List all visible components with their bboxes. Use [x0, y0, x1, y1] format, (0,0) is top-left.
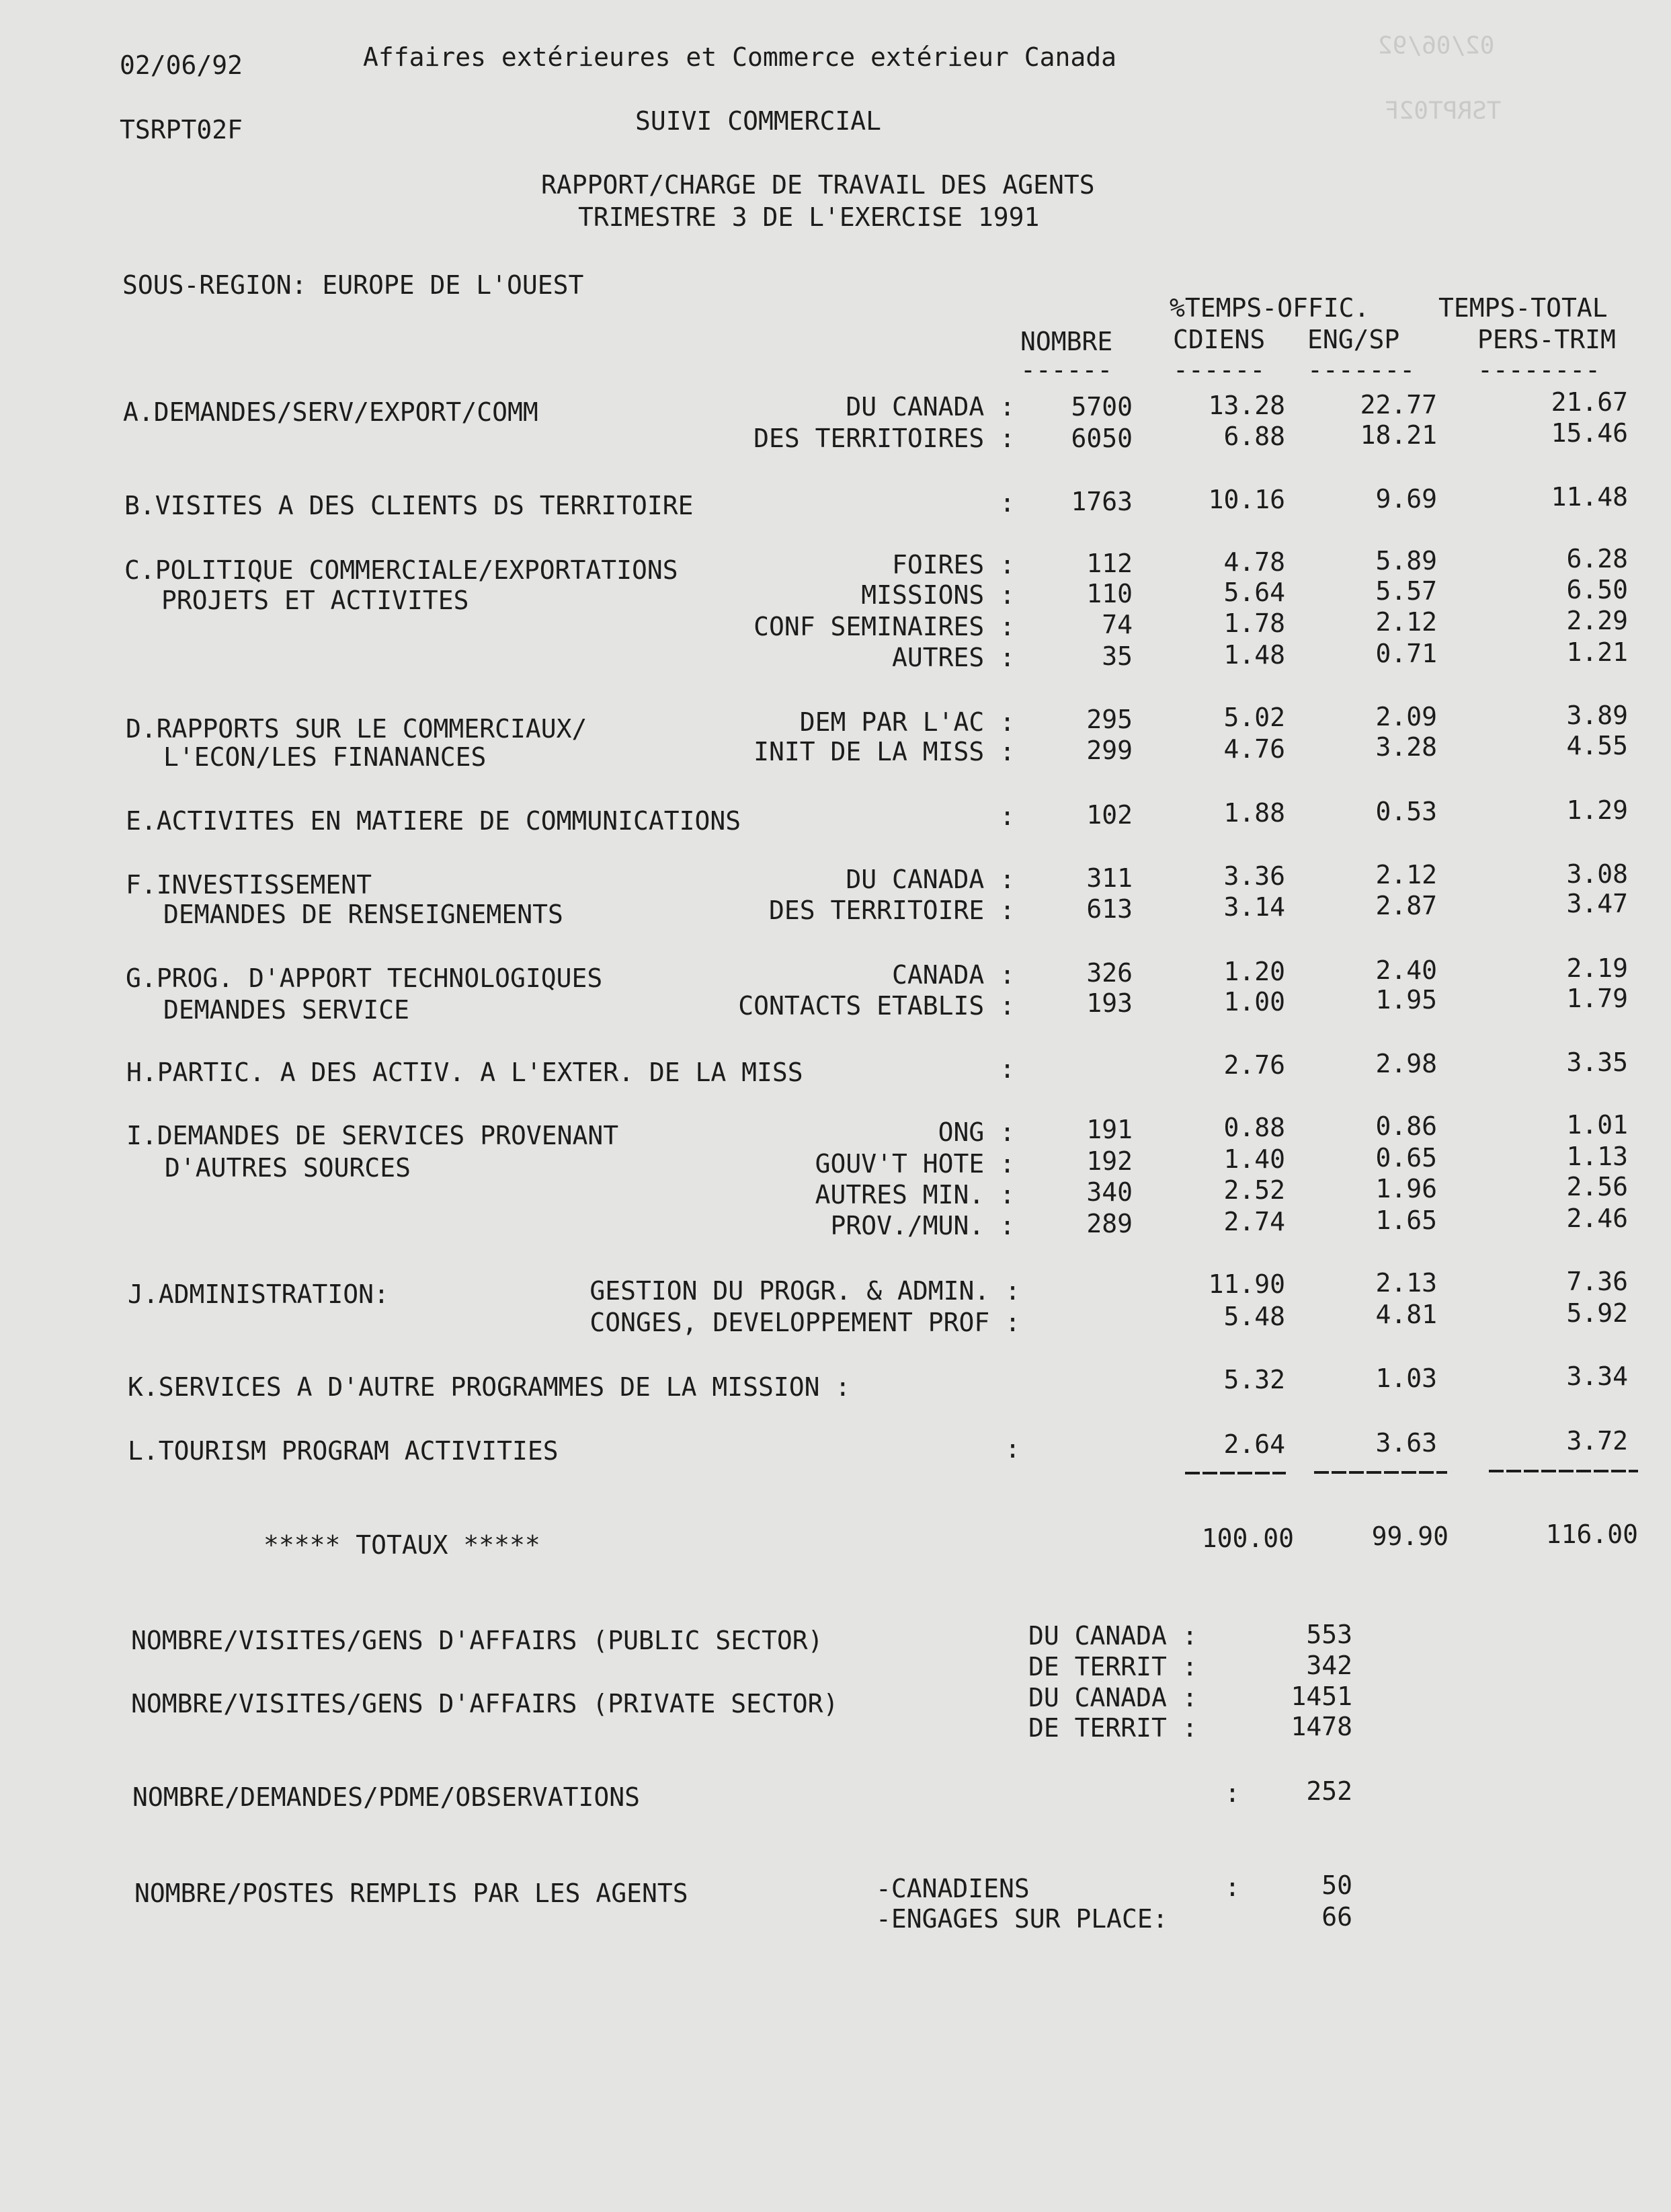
posts-engages-value: 66: [1321, 1902, 1352, 1932]
visits-private-territ-label: DE TERRIT :: [1028, 1713, 1198, 1743]
visits-private-territ-value: 1478: [1291, 1712, 1352, 1741]
row-perstrim: 11.48: [1551, 482, 1628, 512]
row-engsp: 18.21: [1360, 420, 1437, 450]
row-label: F.INVESTISSEMENT: [126, 870, 372, 900]
row-label: H.PARTIC. A DES ACTIV. A L'EXTER. DE LA MISS: [126, 1058, 803, 1087]
posts-canadiens-label: -CANADIENS: [876, 1874, 1030, 1903]
row-label: B.VISITES A DES CLIENTS DS TERRITOIRE: [124, 491, 694, 520]
row-perstrim: 3.35: [1566, 1048, 1628, 1077]
requests-label: NOMBRE/DEMANDES/PDME/OBSERVATIONS: [132, 1782, 640, 1812]
row-nombre: 613: [1086, 894, 1133, 924]
row-perstrim: 3.34: [1566, 1361, 1628, 1391]
row-cdiens: 1.00: [1223, 987, 1285, 1017]
totals-perstrim: 116.00: [1545, 1519, 1638, 1549]
row-engsp: 2.98: [1375, 1049, 1437, 1078]
visits-public-territ-value: 342: [1306, 1651, 1352, 1680]
row-engsp: 1.95: [1375, 985, 1437, 1015]
row-cdiens: 5.64: [1223, 578, 1285, 607]
row-label: L.TOURISM PROGRAM ACTIVITIES: [128, 1436, 559, 1466]
visits-public-territ-label: DE TERRIT :: [1028, 1652, 1198, 1682]
row-perstrim: 1.01: [1566, 1110, 1628, 1140]
row-perstrim: 3.72: [1566, 1426, 1628, 1456]
row-sublabel: FOIRES :: [891, 550, 1015, 580]
row-label: DEMANDES SERVICE: [163, 995, 410, 1025]
row-cdiens: 6.88: [1223, 422, 1285, 451]
row-perstrim: 21.67: [1551, 387, 1628, 417]
row-nombre: 5700: [1071, 392, 1133, 422]
row-perstrim: 1.13: [1566, 1142, 1628, 1171]
row-cdiens: 2.74: [1223, 1207, 1285, 1236]
row-engsp: 4.81: [1375, 1300, 1437, 1329]
row-engsp: 0.86: [1375, 1111, 1437, 1141]
row-cdiens: 5.02: [1223, 703, 1285, 732]
requests-colon: :: [1225, 1778, 1240, 1808]
row-engsp: 2.13: [1375, 1268, 1437, 1298]
row-perstrim: 4.55: [1566, 731, 1628, 760]
visits-private-canada-label: DU CANADA :: [1028, 1683, 1198, 1712]
visits-public-canada-label: DU CANADA :: [1028, 1621, 1198, 1651]
col-nombre-header: NOMBRE: [1020, 327, 1113, 356]
row-nombre: 110: [1086, 579, 1133, 608]
row-sublabel: DES TERRITOIRES :: [753, 424, 1015, 453]
row-nombre: 299: [1086, 736, 1133, 765]
row-sublabel: CANADA :: [891, 960, 1015, 990]
row-perstrim: 3.08: [1566, 859, 1628, 889]
row-engsp: 1.03: [1375, 1364, 1437, 1393]
row-sublabel: DU CANADA :: [846, 392, 1015, 422]
row-cdiens: 1.40: [1223, 1144, 1285, 1174]
row-perstrim: 1.21: [1566, 637, 1628, 667]
row-cdiens: 5.48: [1223, 1302, 1285, 1331]
row-cdiens: 4.76: [1223, 734, 1285, 764]
row-sublabel: :: [1005, 1434, 1020, 1464]
row-label: E.ACTIVITES EN MATIERE DE COMMUNICATIONS: [126, 806, 741, 836]
row-label: A.DEMANDES/SERV/EXPORT/COMM: [123, 397, 538, 427]
row-sublabel: DU CANADA :: [846, 865, 1015, 894]
row-cdiens: 1.20: [1223, 957, 1285, 986]
bleed-through-mark: 02/06/92: [1378, 32, 1495, 60]
row-engsp: 0.71: [1375, 639, 1437, 668]
row-sublabel: :: [1000, 488, 1015, 518]
row-perstrim: 2.46: [1566, 1203, 1628, 1233]
row-nombre: 1763: [1071, 487, 1133, 516]
visits-private-canada-value: 1451: [1291, 1682, 1352, 1711]
row-perstrim: 3.89: [1566, 701, 1628, 730]
report-period: TRIMESTRE 3 DE L'EXERCISE 1991: [578, 202, 1040, 232]
row-nombre: 102: [1086, 800, 1133, 830]
row-cdiens: 5.32: [1223, 1365, 1285, 1394]
row-sublabel: :: [1000, 1054, 1015, 1084]
row-sublabel: INIT DE LA MISS :: [753, 737, 1015, 766]
row-perstrim: 2.29: [1566, 606, 1628, 635]
row-label: DEMANDES DE RENSEIGNEMENTS: [163, 900, 563, 929]
row-nombre: 289: [1086, 1209, 1133, 1238]
row-sublabel: GESTION DU PROGR. & ADMIN. :: [589, 1276, 1020, 1306]
row-engsp: 3.63: [1375, 1428, 1437, 1458]
row-engsp: 5.89: [1375, 546, 1437, 576]
row-cdiens: 11.90: [1208, 1269, 1285, 1299]
row-label: K.SERVICES A D'AUTRE PROGRAMMES DE LA MISSION :: [128, 1372, 851, 1402]
row-sublabel: AUTRES :: [891, 643, 1015, 672]
row-nombre: 192: [1086, 1146, 1133, 1176]
row-sublabel: CONTACTS ETABLIS :: [738, 991, 1015, 1021]
row-nombre: 35: [1102, 641, 1133, 671]
row-perstrim: 15.46: [1551, 418, 1628, 448]
col-engsp-header: ENG/SP: [1307, 325, 1400, 354]
row-perstrim: 7.36: [1566, 1267, 1628, 1296]
col-cdiens-rule: ------: [1173, 355, 1266, 385]
row-cdiens: 1.78: [1223, 608, 1285, 638]
report-title: RAPPORT/CHARGE DE TRAVAIL DES AGENTS: [541, 170, 1095, 200]
row-perstrim: 6.28: [1566, 544, 1628, 574]
row-engsp: 3.28: [1375, 732, 1437, 762]
row-engsp: 9.69: [1375, 484, 1437, 514]
visits-public-canada-value: 553: [1306, 1620, 1352, 1649]
row-label: PROJETS ET ACTIVITES: [161, 586, 469, 615]
posts-label: NOMBRE/POSTES REMPLIS PAR LES AGENTS: [134, 1879, 688, 1908]
row-cdiens: 1.88: [1223, 798, 1285, 828]
row-engsp: 22.77: [1360, 390, 1437, 420]
totals-engsp: 99.90: [1371, 1522, 1449, 1551]
col-perstrim-rule: --------: [1477, 355, 1601, 385]
row-nombre: 311: [1086, 863, 1133, 893]
row-label: I.DEMANDES DE SERVICES PROVENANT: [126, 1121, 619, 1150]
row-cdiens: 1.48: [1223, 640, 1285, 670]
row-perstrim: 5.92: [1566, 1298, 1628, 1328]
row-sublabel: PROV./MUN. :: [830, 1211, 1015, 1240]
row-sublabel: DES TERRITOIRE :: [768, 896, 1015, 925]
row-sublabel: GOUV'T HOTE :: [815, 1149, 1015, 1179]
row-engsp: 2.87: [1375, 891, 1437, 920]
row-nombre: 326: [1086, 958, 1133, 988]
row-nombre: 112: [1086, 549, 1133, 578]
row-cdiens: 3.14: [1223, 892, 1285, 922]
row-engsp: 2.12: [1375, 607, 1437, 637]
row-perstrim: 2.56: [1566, 1172, 1628, 1201]
row-sublabel: AUTRES MIN. :: [815, 1180, 1015, 1210]
row-cdiens: 2.64: [1223, 1429, 1285, 1459]
col-nombre-rule: ------: [1020, 355, 1113, 385]
row-engsp: 2.09: [1375, 702, 1437, 732]
row-label: J.ADMINISTRATION:: [128, 1279, 389, 1309]
department-name: Affaires extérieures et Commerce extérieur Canada: [363, 42, 1117, 72]
row-sublabel: MISSIONS :: [861, 580, 1015, 610]
row-perstrim: 1.29: [1566, 795, 1628, 825]
row-cdiens: 4.78: [1223, 547, 1285, 577]
row-label: D'AUTRES SOURCES: [165, 1153, 411, 1183]
system-name: SUIVI COMMERCIAL: [635, 106, 882, 136]
report-code: TSRPT02F: [120, 115, 243, 145]
requests-value: 252: [1306, 1776, 1352, 1806]
row-cdiens: 0.88: [1223, 1113, 1285, 1142]
visits-public-label: NOMBRE/VISITES/GENS D'AFFAIRS (PUBLIC SECTOR): [131, 1626, 823, 1655]
row-nombre: 6050: [1071, 424, 1133, 453]
col-total-header: TEMPS-TOTAL: [1438, 293, 1608, 323]
row-sublabel: :: [1000, 801, 1015, 831]
row-sublabel: DEM PAR L'AC :: [799, 707, 1015, 737]
row-nombre: 74: [1102, 610, 1133, 639]
totals-rule-cdiens: [1185, 1472, 1286, 1474]
row-cdiens: 13.28: [1208, 391, 1285, 420]
row-engsp: 5.57: [1375, 576, 1437, 606]
row-perstrim: 1.79: [1566, 984, 1628, 1013]
row-sublabel: ONG :: [938, 1117, 1015, 1147]
totals-rule-engsp: [1314, 1471, 1447, 1474]
col-perstrim-header: PERS-TRIM: [1477, 325, 1616, 354]
row-engsp: 0.53: [1375, 797, 1437, 826]
totals-rule-perstrim: [1489, 1470, 1638, 1472]
row-cdiens: 2.76: [1223, 1050, 1285, 1080]
row-label: G.PROG. D'APPORT TECHNOLOGIQUES: [126, 963, 603, 993]
bleed-through-mark: TSRPT02F: [1385, 97, 1502, 125]
posts-canadiens-colon: :: [1225, 1872, 1240, 1902]
col-group-header: %TEMPS-OFFIC.: [1170, 293, 1370, 323]
totals-label: ***** TOTAUX *****: [263, 1530, 540, 1560]
totals-cdiens: 100.00: [1201, 1524, 1294, 1553]
row-perstrim: 2.19: [1566, 953, 1628, 983]
row-engsp: 1.65: [1375, 1206, 1437, 1235]
posts-canadiens-value: 50: [1321, 1870, 1352, 1900]
row-sublabel: CONF SEMINAIRES :: [753, 612, 1015, 641]
row-label: L'ECON/LES FINANANCES: [163, 742, 487, 772]
row-engsp: 2.12: [1375, 860, 1437, 890]
row-label: C.POLITIQUE COMMERCIALE/EXPORTATIONS: [124, 555, 678, 585]
row-label: D.RAPPORTS SUR LE COMMERCIAUX/: [126, 714, 587, 744]
row-cdiens: 3.36: [1223, 861, 1285, 891]
row-engsp: 0.65: [1375, 1143, 1437, 1173]
report-date: 02/06/92: [120, 50, 243, 80]
col-cdiens-header: CDIENS: [1173, 325, 1266, 354]
posts-engages-label: -ENGAGES SUR PLACE:: [876, 1904, 1168, 1934]
row-perstrim: 6.50: [1566, 575, 1628, 604]
subregion-label: SOUS-REGION: EUROPE DE L'OUEST: [122, 270, 584, 300]
row-nombre: 191: [1086, 1115, 1133, 1144]
row-cdiens: 10.16: [1208, 485, 1285, 514]
row-nombre: 193: [1086, 988, 1133, 1018]
row-engsp: 1.96: [1375, 1174, 1437, 1203]
row-engsp: 2.40: [1375, 955, 1437, 985]
row-nombre: 340: [1086, 1177, 1133, 1207]
col-engsp-rule: -------: [1307, 355, 1416, 385]
row-perstrim: 3.47: [1566, 889, 1628, 918]
visits-private-label: NOMBRE/VISITES/GENS D'AFFAIRS (PRIVATE SECTOR): [131, 1689, 839, 1719]
row-nombre: 295: [1086, 705, 1133, 734]
row-cdiens: 2.52: [1223, 1175, 1285, 1205]
row-sublabel: CONGES, DEVELOPPEMENT PROF :: [589, 1308, 1020, 1337]
